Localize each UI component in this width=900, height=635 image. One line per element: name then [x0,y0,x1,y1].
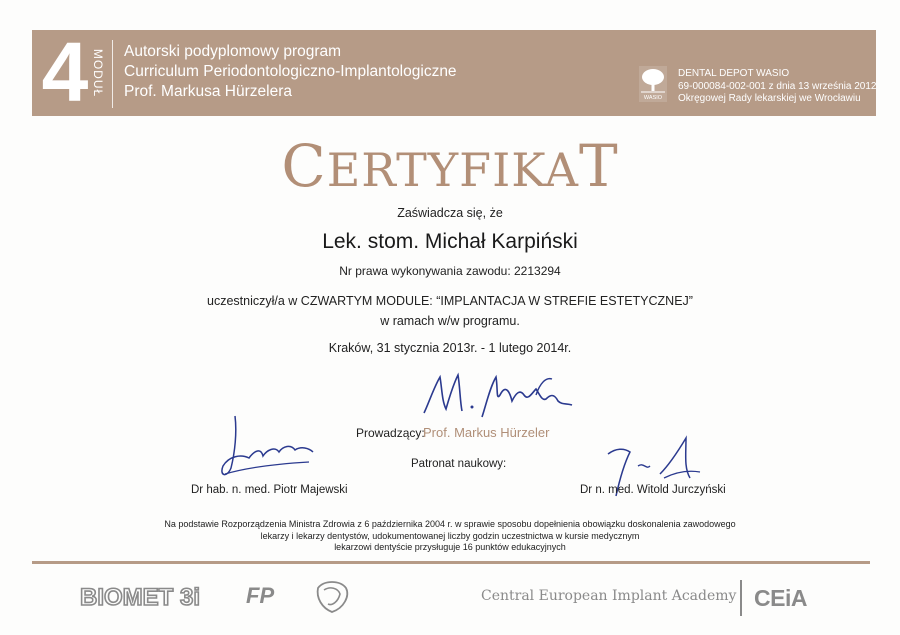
dental-depot-info: DENTAL DEPOT WASIO 69-000084-002-001 z dnia 13 września 2012 Okręgowej Rady lekarskiej we Wrocławiu [678,68,877,104]
course-dates: Kraków, 31 stycznia 2013r. - 1 lutego 2014r. [328,341,572,355]
legal-notice-line: Na podstawie Rozporządzenia Ministra Zdrowia z 6 października 2004 r. w sprawie sposobu dopełnienia obowiązku doskonalenia zawodowego [164,519,736,529]
left-signature [205,412,325,492]
dental-depot-tree-logo-icon [639,66,667,102]
lead-name: Prof. Markus Hürzeler [423,425,550,440]
right-signatory-name: Dr n. med. Witold Jurczyński [580,484,726,496]
legal-notice-line: lekarzowi dentyście przysługuje 16 punktów edukacyjnych [334,542,566,552]
footer-rule [32,561,870,564]
program-title-line: Autorski podyplomowy program [124,43,342,60]
ceia-logo: CEiA [754,585,807,611]
certificate-title: CERTYFIKAT [281,132,619,200]
program-title [124,42,457,102]
left-signatory-name: Dr hab. n. med. Piotr Majewski [191,484,348,496]
svg-text:BIOMET 3i: BIOMET 3i [80,584,201,609]
lead-signature [416,365,586,425]
module-description: uczestniczył/a w CZWARTYM MODULE: “IMPLANTACJA W STREFIE ESTETYCZNEJ” [207,294,693,308]
ceia-divider [740,580,742,616]
program-title-line: Curriculum Periodontologiczno-Implantologiczne [124,63,457,80]
module-number: 4 [41,25,89,119]
fp-logo-icon [246,583,288,607]
recipient-name: Lek. stom. Michał Karpiński [322,230,578,253]
program-reference: w ramach w/w programu. [380,314,520,328]
certifies-text: Zaświadcza się, że [397,206,503,220]
academy-name: Central European Implant Academy [481,588,737,604]
svg-text:FP: FP [246,583,275,607]
header-divider [112,40,113,108]
curved-emblem-logo-icon [312,578,352,614]
license-number: Nr prawa wykonywania zawodu: 2213294 [339,264,561,278]
legal-notice-line: lekarzy i lekarzy dentystów, udokumentowanej liczby godzin uczestnictwa w kursie medycznym [260,530,640,541]
legal-notice [150,519,750,554]
module-word-vertical: MODUŁ [91,48,105,98]
patron-label: Patronat naukowy: [411,458,507,470]
header-band [32,25,877,119]
lead-label: Prowadzący: [356,426,425,440]
svg-text:WASIO: WASIO [643,95,663,101]
program-title-line: Prof. Markusa Hürzelera [124,83,292,100]
biomet-3i-logo-icon [80,583,228,609]
